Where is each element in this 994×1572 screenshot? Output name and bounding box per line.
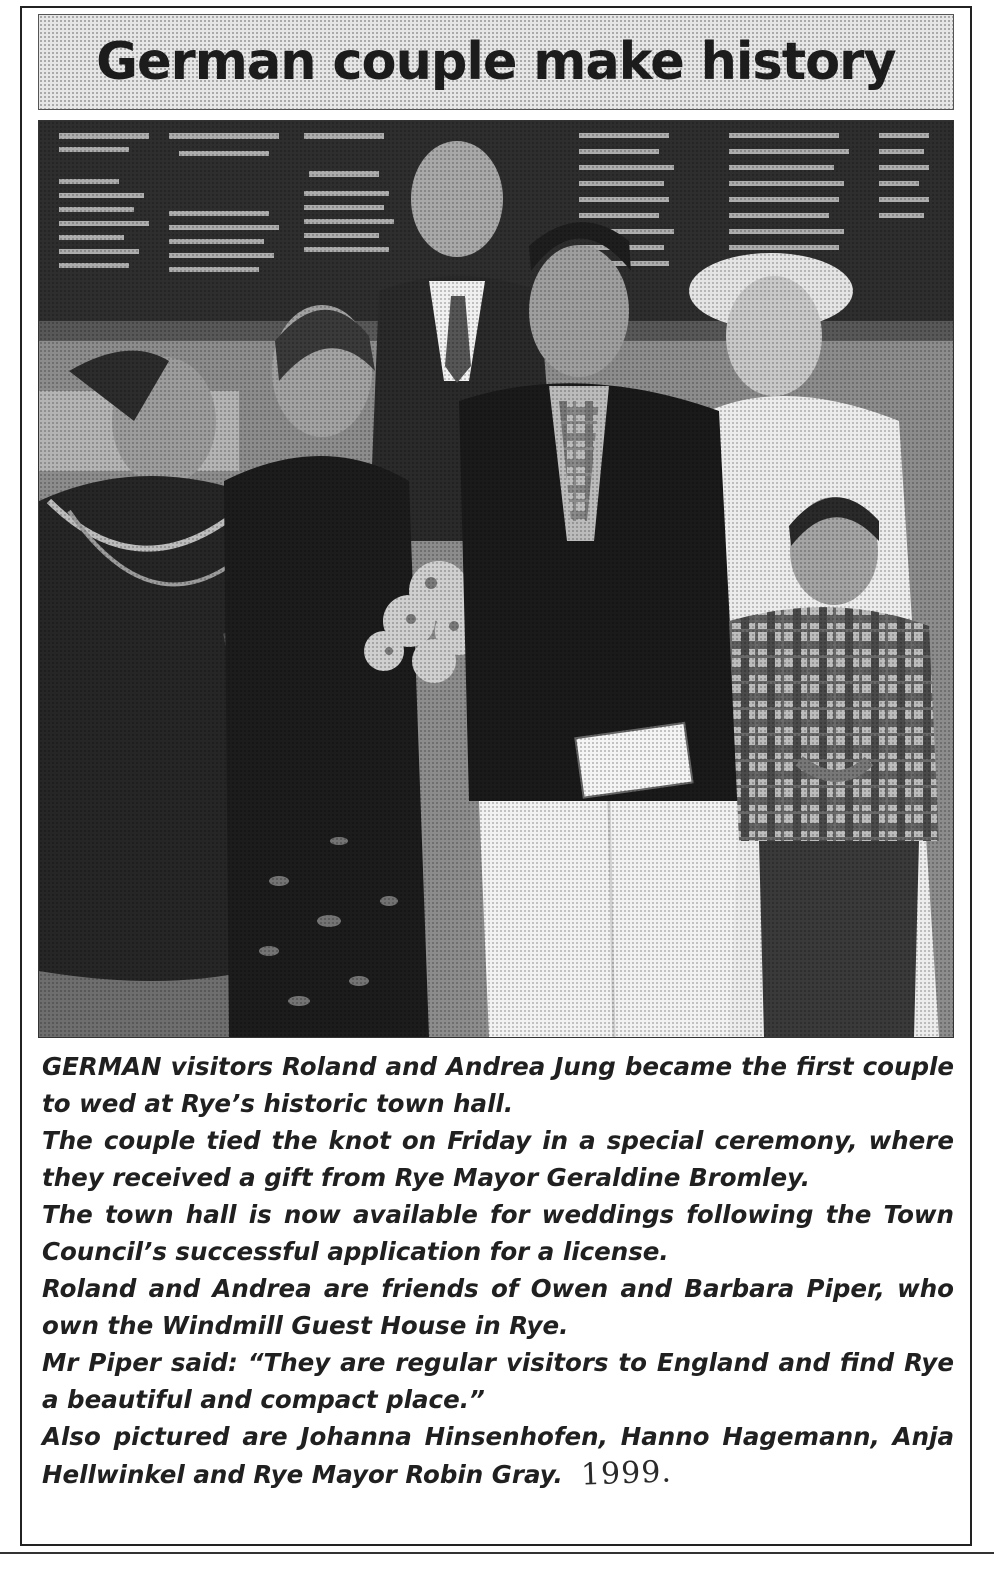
handwritten-date: 1999. <box>580 1454 673 1493</box>
newspaper-clipping <box>20 6 972 1546</box>
caption-paragraph-1: GERMAN visitors Roland and Andrea Jung became the first couple to wed at Rye’s historic town hall. <box>42 1052 954 1118</box>
caption-paragraph-2: The couple tied the knot on Friday in a special ceremony, where they received a gift from Rye Mayor Geraldine Bromley. <box>42 1126 954 1192</box>
wedding-group-photo <box>38 120 954 1038</box>
caption-paragraph-4: Roland and Andrea are friends of Owen and Barbara Piper, who own the Windmill Guest House in Rye. <box>42 1274 954 1340</box>
caption-paragraph-5: Mr Piper said: “They are regular visitors to England and find Rye a beautiful and compact place.” <box>42 1348 954 1414</box>
page-bottom-rule <box>0 1552 994 1554</box>
caption-paragraph-3: The town hall is now available for weddings following the Town Council’s successful application for a license. <box>42 1200 954 1266</box>
headline-banner <box>38 14 954 110</box>
headline: German couple make history <box>96 32 896 92</box>
caption-paragraph-6-text: Also pictured are Johanna Hinsenhofen, Hanno Hagemann, Anja Hellwinkel and Rye Mayor Robin Gray. <box>42 1422 954 1489</box>
photo-illustration <box>39 121 953 1037</box>
photo-caption <box>42 1048 954 1493</box>
caption-paragraph-6 <box>42 1418 954 1493</box>
